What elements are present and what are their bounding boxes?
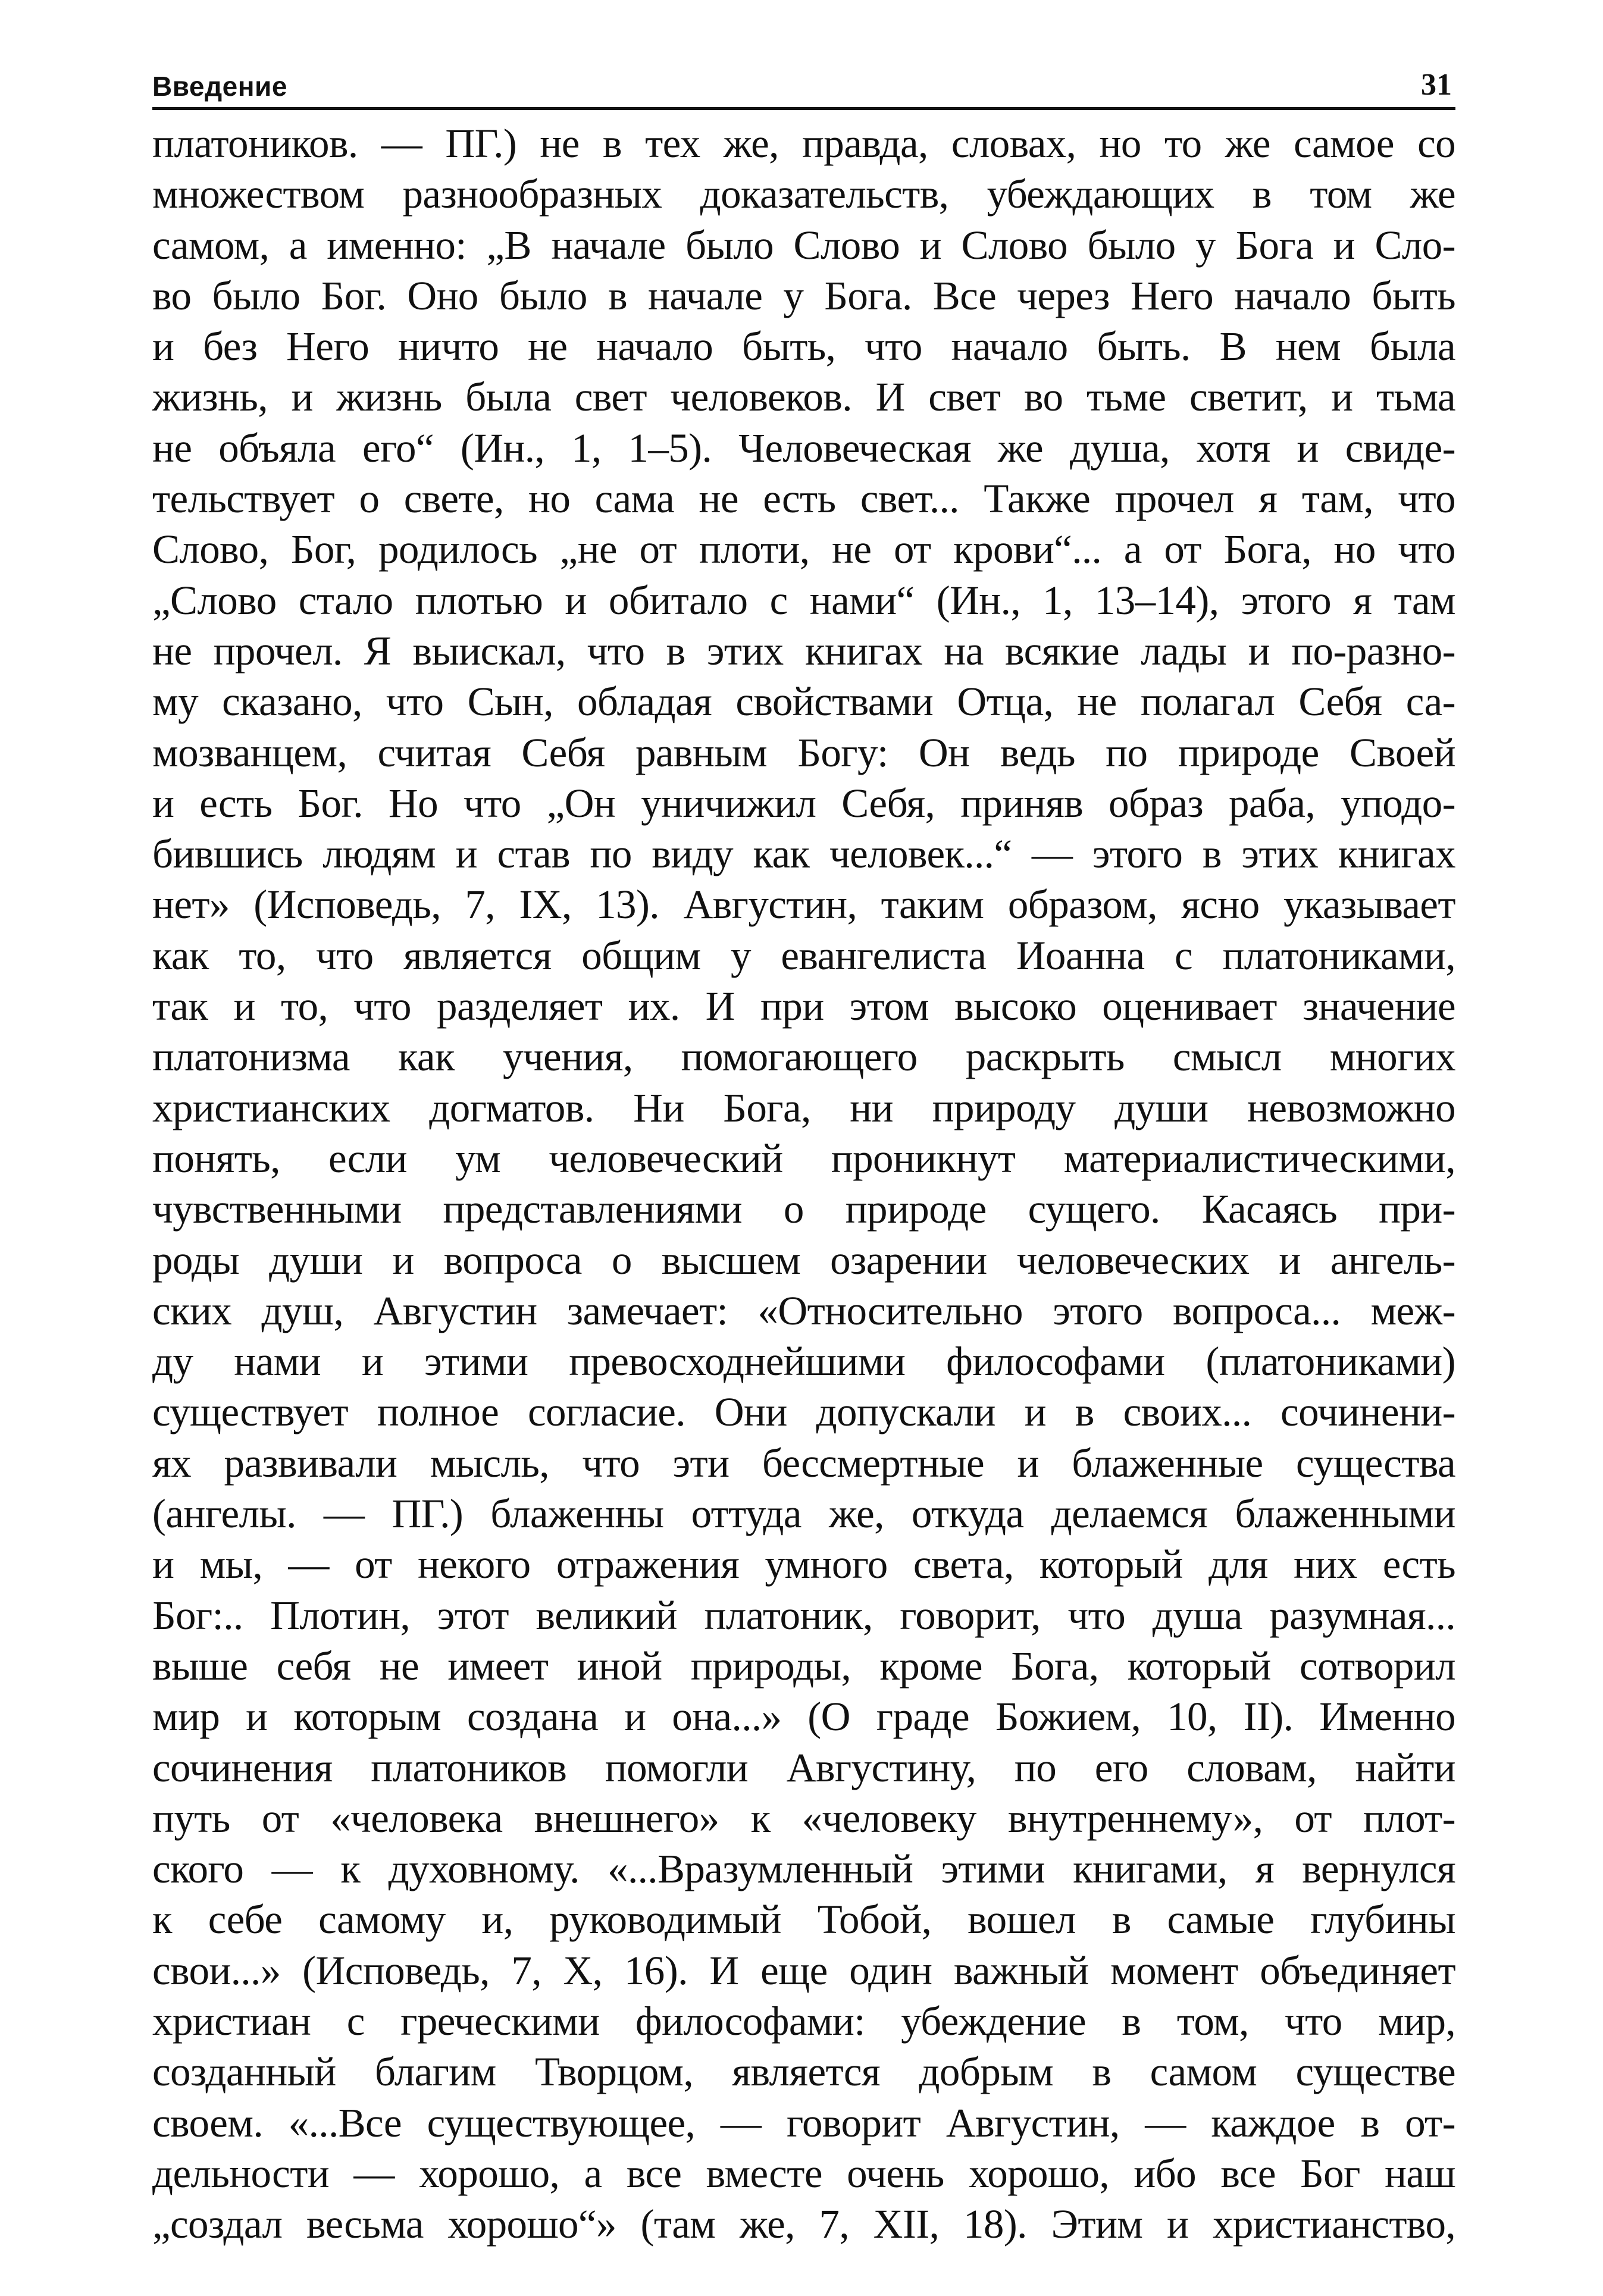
text-line: ских душ, Августин замечает: «Относительно этого вопроса... меж- <box>152 1288 1455 1333</box>
book-page <box>152 59 1455 2250</box>
text-line: платоников. — ПГ.) не в тех же, правда, словах, но то же самое со <box>152 121 1455 166</box>
text-line: мир и которым создана и она...» (О граде Божием, 10, II). Именно <box>152 1694 1455 1740</box>
text-line: му сказано, что Сын, обладая свойствами Отца, не полагал Себя са- <box>152 679 1455 725</box>
text-line: существует полное согласие. Они допускали и в своих... сочинени- <box>152 1389 1455 1435</box>
text-line: к себе самому и, руководимый Тобой, вошел в самые глубины <box>152 1897 1455 1943</box>
text-line: путь от «человека внешнего» к «человеку внутреннему», от плот- <box>152 1795 1455 1841</box>
body-text <box>152 118 1455 2250</box>
text-line: сочинения платоников помогли Августину, по его словам, найти <box>152 1744 1455 1790</box>
running-title: Введение <box>152 71 287 102</box>
text-line: бившись людям и став по виду как человек...“ — этого в этих книгах <box>152 831 1455 877</box>
running-header <box>152 59 1455 110</box>
text-line: „создал весьма хорошо“» (там же, 7, XII, 18). Этим и христианство, <box>152 2201 1455 2247</box>
text-line: жизнь, и жизнь была свет человеков. И свет во тьме светит, и тьма <box>152 374 1455 420</box>
text-line: так и то, что разделяет их. И при этом высоко оценивает значение <box>152 983 1455 1029</box>
text-line: христиан с греческими философами: убеждение в том, что мир, <box>152 1998 1455 2044</box>
text-line: роды души и вопроса о высшем озарении человеческих и ангель- <box>152 1237 1455 1283</box>
text-line: чувственными представлениями о природе сущего. Касаясь при- <box>152 1186 1455 1232</box>
text-line: и без Него ничто не начало быть, что начало быть. В нем была <box>152 324 1455 369</box>
text-line: как то, что является общим у евангелиста Иоанна с платониками, <box>152 932 1455 978</box>
text-line: во было Бог. Оно было в начале у Бога. Все через Него начало быть <box>152 272 1455 318</box>
text-line: выше себя не имеет иной природы, кроме Бога, который сотворил <box>152 1643 1455 1689</box>
text-line: тельствует о свете, но сама не есть свет... Также прочел я там, что <box>152 476 1455 522</box>
text-line: Бог:.. Плотин, этот великий платоник, говорит, что душа разумная... <box>152 1592 1455 1638</box>
text-line: нет» (Исповедь, 7, IX, 13). Августин, таким образом, ясно указывает <box>152 882 1455 928</box>
text-line: не прочел. Я выискал, что в этих книгах на всякие лады и по-разно- <box>152 628 1455 674</box>
text-line: созданный благим Творцом, является добрым в самом существе <box>152 2049 1455 2095</box>
text-line: (ангелы. — ПГ.) блаженны оттуда же, откуда делаемся блаженными <box>152 1491 1455 1537</box>
text-line: ях развивали мысль, что эти бессмертные и блаженные существа <box>152 1440 1455 1486</box>
text-line: свои...» (Исповедь, 7, X, 16). И еще один важный момент объединяет <box>152 1947 1455 1993</box>
text-line: самом, а именно: „В начале было Слово и Слово было у Бога и Сло- <box>152 222 1455 268</box>
text-line: мозванцем, считая Себя равным Богу: Он ведь по природе Своей <box>152 729 1455 775</box>
text-line: и есть Бог. Но что „Он уничижил Себя, приняв образ раба, уподо- <box>152 780 1455 826</box>
text-line: своем. «...Все существующее, — говорит Августин, — каждое в от- <box>152 2100 1455 2145</box>
text-line: понять, если ум человеческий проникнут материалистическими, <box>152 1135 1455 1181</box>
text-line: не объяла его“ (Ин., 1, 1–5). Человеческая же душа, хотя и свиде- <box>152 425 1455 471</box>
page-number: 31 <box>1421 68 1452 102</box>
text-line: ского — к духовному. «...Вразумленный этими книгами, я вернулся <box>152 1846 1455 1892</box>
text-line: ду нами и этими превосходнейшими философами (платониками) <box>152 1339 1455 1385</box>
text-line: дельности — хорошо, а все вместе очень хорошо, ибо все Бог наш <box>152 2150 1455 2196</box>
text-line: множеством разнообразных доказательств, убеждающих в том же <box>152 171 1455 217</box>
text-line: Слово, Бог, родилось „не от плоти, не от крови“... а от Бога, но что <box>152 527 1455 572</box>
text-line: платонизма как учения, помогающего раскрыть смысл многих <box>152 1034 1455 1080</box>
text-line: христианских догматов. Ни Бога, ни природу души невозможно <box>152 1085 1455 1130</box>
text-line: и мы, — от некого отражения умного света, который для них есть <box>152 1542 1455 1587</box>
text-line: „Слово стало плотью и обитало с нами“ (Ин., 1, 13–14), этого я там <box>152 577 1455 623</box>
